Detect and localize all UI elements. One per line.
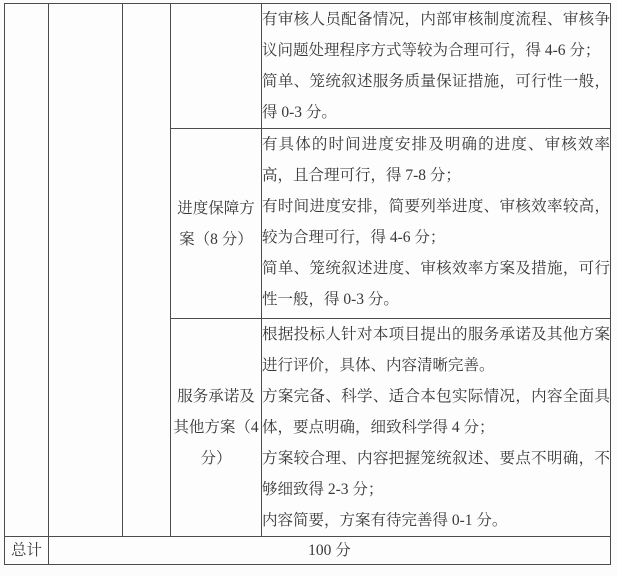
criterion-label-cell-empty — [171, 4, 262, 129]
description-paragraph: 内容简要，方案有待完善得 0-1 分。 — [262, 512, 508, 529]
criterion-description-cell — [262, 319, 611, 537]
table-row — [5, 4, 611, 129]
evaluation-criteria-table — [4, 3, 611, 565]
total-value-cell: 100 分 — [49, 537, 611, 565]
description-paragraph: 有审核人员配备情况，内部审核制度流程、审核争议问题处理程序方式等较为合理可行，得 4-6 分； — [262, 11, 610, 59]
description-paragraph: 根据投标人针对本项目提出的服务承诺及其他方案进行评价，具体、内容清晰完善。 — [262, 326, 610, 374]
description-paragraph: 有时间进度安排，简要列举进度、审核效率较高，较为合理可行，得 4-6 分； — [262, 198, 610, 246]
merged-empty-cell-col1 — [5, 4, 49, 537]
description-paragraph: 简单、笼统叙述服务质量保证措施，可行性一般，得 0-3 分。 — [262, 73, 610, 121]
description-paragraph: 方案完备、科学、适合本包实际情况，内容全面具体，要点明确，细致科学得 4 分； — [262, 388, 610, 436]
total-label-cell: 总计 — [5, 537, 49, 565]
criterion-description-cell — [262, 129, 611, 319]
description-paragraph: 简单、笼统叙述进度、审核效率方案及措施，可行性一般，得 0-3 分。 — [262, 260, 610, 308]
total-row — [5, 537, 611, 565]
criterion-description-cell — [262, 4, 611, 129]
criterion-label-cell: 进度保障方案（8 分） — [171, 129, 262, 319]
description-paragraph: 有具体的时间进度安排及明确的进度、审核效率高，且合理可行，得 7-8 分； — [262, 136, 610, 184]
merged-empty-cell-col3 — [123, 4, 171, 537]
merged-empty-cell-col2 — [49, 4, 123, 537]
description-paragraph: 方案较合理、内容把握笼统叙述、要点不明确，不够细致得 2-3 分； — [262, 450, 610, 498]
criterion-label-cell: 服务承诺及其他方案（4 分） — [171, 319, 262, 537]
